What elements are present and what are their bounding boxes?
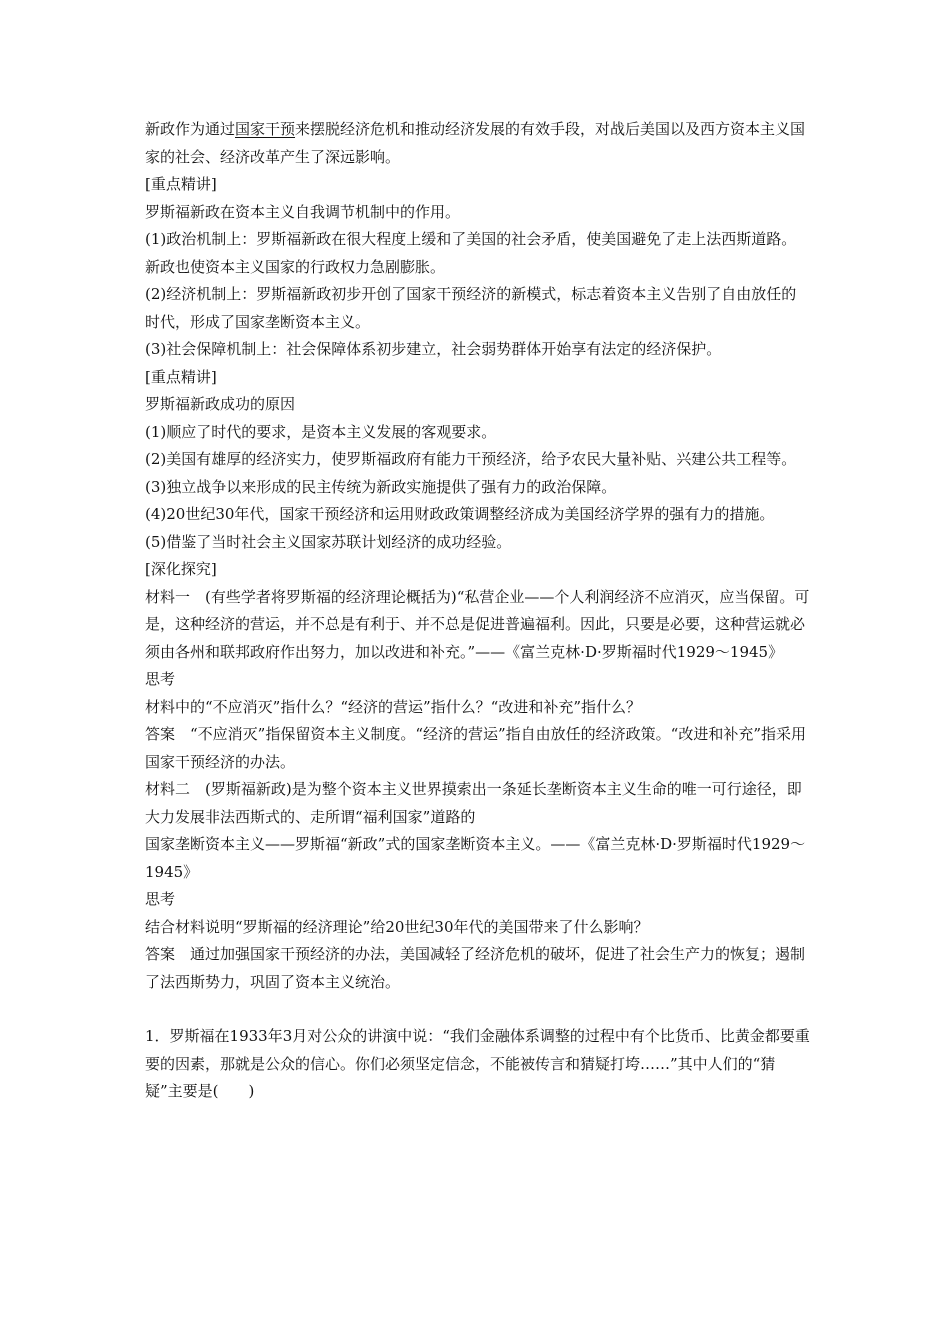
answer-1: 答案 “不应消灭”指保留资本主义制度。“经济的营运”指自由放任的经济政策。“改进和补充”指采用国家干预经济的办法。 [145,725,807,771]
material-two-part-a: 材料二 (罗斯福新政)是为整个资本主义世界摸索出一条延长垄断资本主义生命的唯一可行途径，即大力发展非法西斯式的、走所谓“福利国家”道路的 [145,780,802,826]
underlined-term: 国家干预 [235,120,296,138]
list-item-political-mechanism: (1)政治机制上：罗斯福新政在很大程度上缓和了美国的社会矛盾，使美国避免了走上法西斯道路。新政也使资本主义国家的行政权力急剧膨胀。 [145,230,797,276]
list-item-reason-5: (5)借鉴了当时社会主义国家苏联计划经济的成功经验。 [145,532,512,551]
intro-prefix: 新政作为通过 [145,120,236,138]
spacer [145,996,810,1023]
material-two-part-b: 国家垄断资本主义——罗斯福“新政”式的国家垄断资本主义。——《富兰克林·D·罗斯福时代1929～1945》 [145,835,806,881]
material-one: 材料一 (有些学者将罗斯福的经济理论概括为)“私营企业——个人利润经济不应消灭，应当保留。可是，这种经济的营运，并不总是有利于、并不总是促进普遍福利。因此，只要是必要，这种营运就必须由各州和联邦政府作出努力，加以改进和补充。”——《富兰克林·D·罗斯福时代1929～1945》 [145,587,810,661]
list-item-reason-2: (2)美国有雄厚的经济实力，使罗斯福政府有能力干预经济，给予农民大量补贴、兴建公共工程等。 [145,450,797,468]
intro-suffix: 来摆脱经济危机和推动经济发展的有效手段，对战后美国以及西方资本主义国家的社会、经济改革产生了深远影响。 [145,120,806,166]
list-item-reason-3: (3)独立战争以来形成的民主传统为新政实施提供了强有力的政治保障。 [145,477,617,496]
section-title-role: 罗斯福新政在资本主义自我调节机制中的作用。 [145,202,461,221]
question-1: 材料中的“不应消灭”指什么？“经济的营运”指什么？“改进和补充”指什么？ [145,697,642,716]
think-label-2: 思考 [145,890,176,908]
question-2: 结合材料说明“罗斯福的经济理论”给20世纪30年代的美国带来了什么影响？ [145,917,649,936]
list-item-reason-4: (4)20世纪30年代，国家干预经济和运用财政政策调整经济成为美国经济学界的强有力的措施。 [145,505,775,523]
section-heading-deep-inquiry: [深化探究] [145,560,217,578]
list-item-social-security: (3)社会保障机制上：社会保障体系初步建立，社会弱势群体开始享有法定的经济保护。 [145,340,722,358]
document-page [145,116,810,1106]
answer-2: 答案 通过加强国家干预经济的办法，美国减轻了经济危机的破坏，促进了社会生产力的恢复；遏制了法西斯势力，巩固了资本主义统治。 [145,945,806,991]
intro-paragraph [145,116,810,171]
section-heading-key-points-2: [重点精讲] [145,367,217,386]
list-item-economic-mechanism: (2)经济机制上：罗斯福新政初步开创了国家干预经济的新模式，标志着资本主义告别了自由放任的时代，形成了国家垄断资本主义。 [145,285,797,331]
think-label-1: 思考 [145,670,176,688]
exercise-question-1: 1．罗斯福在1933年3月对公众的讲演中说：“我们金融体系调整的过程中有个比货币、比黄金都要重要的因素，那就是公众的信心。你们必须坚定信念，不能被传言和猜疑打垮……”其中人们的“猜疑”主要是( ) [145,1027,810,1100]
section-heading-key-points-1: [重点精讲] [145,175,217,193]
section-title-reasons: 罗斯福新政成功的原因 [145,395,296,413]
list-item-reason-1: (1)顺应了时代的要求，是资本主义发展的客观要求。 [145,422,497,441]
